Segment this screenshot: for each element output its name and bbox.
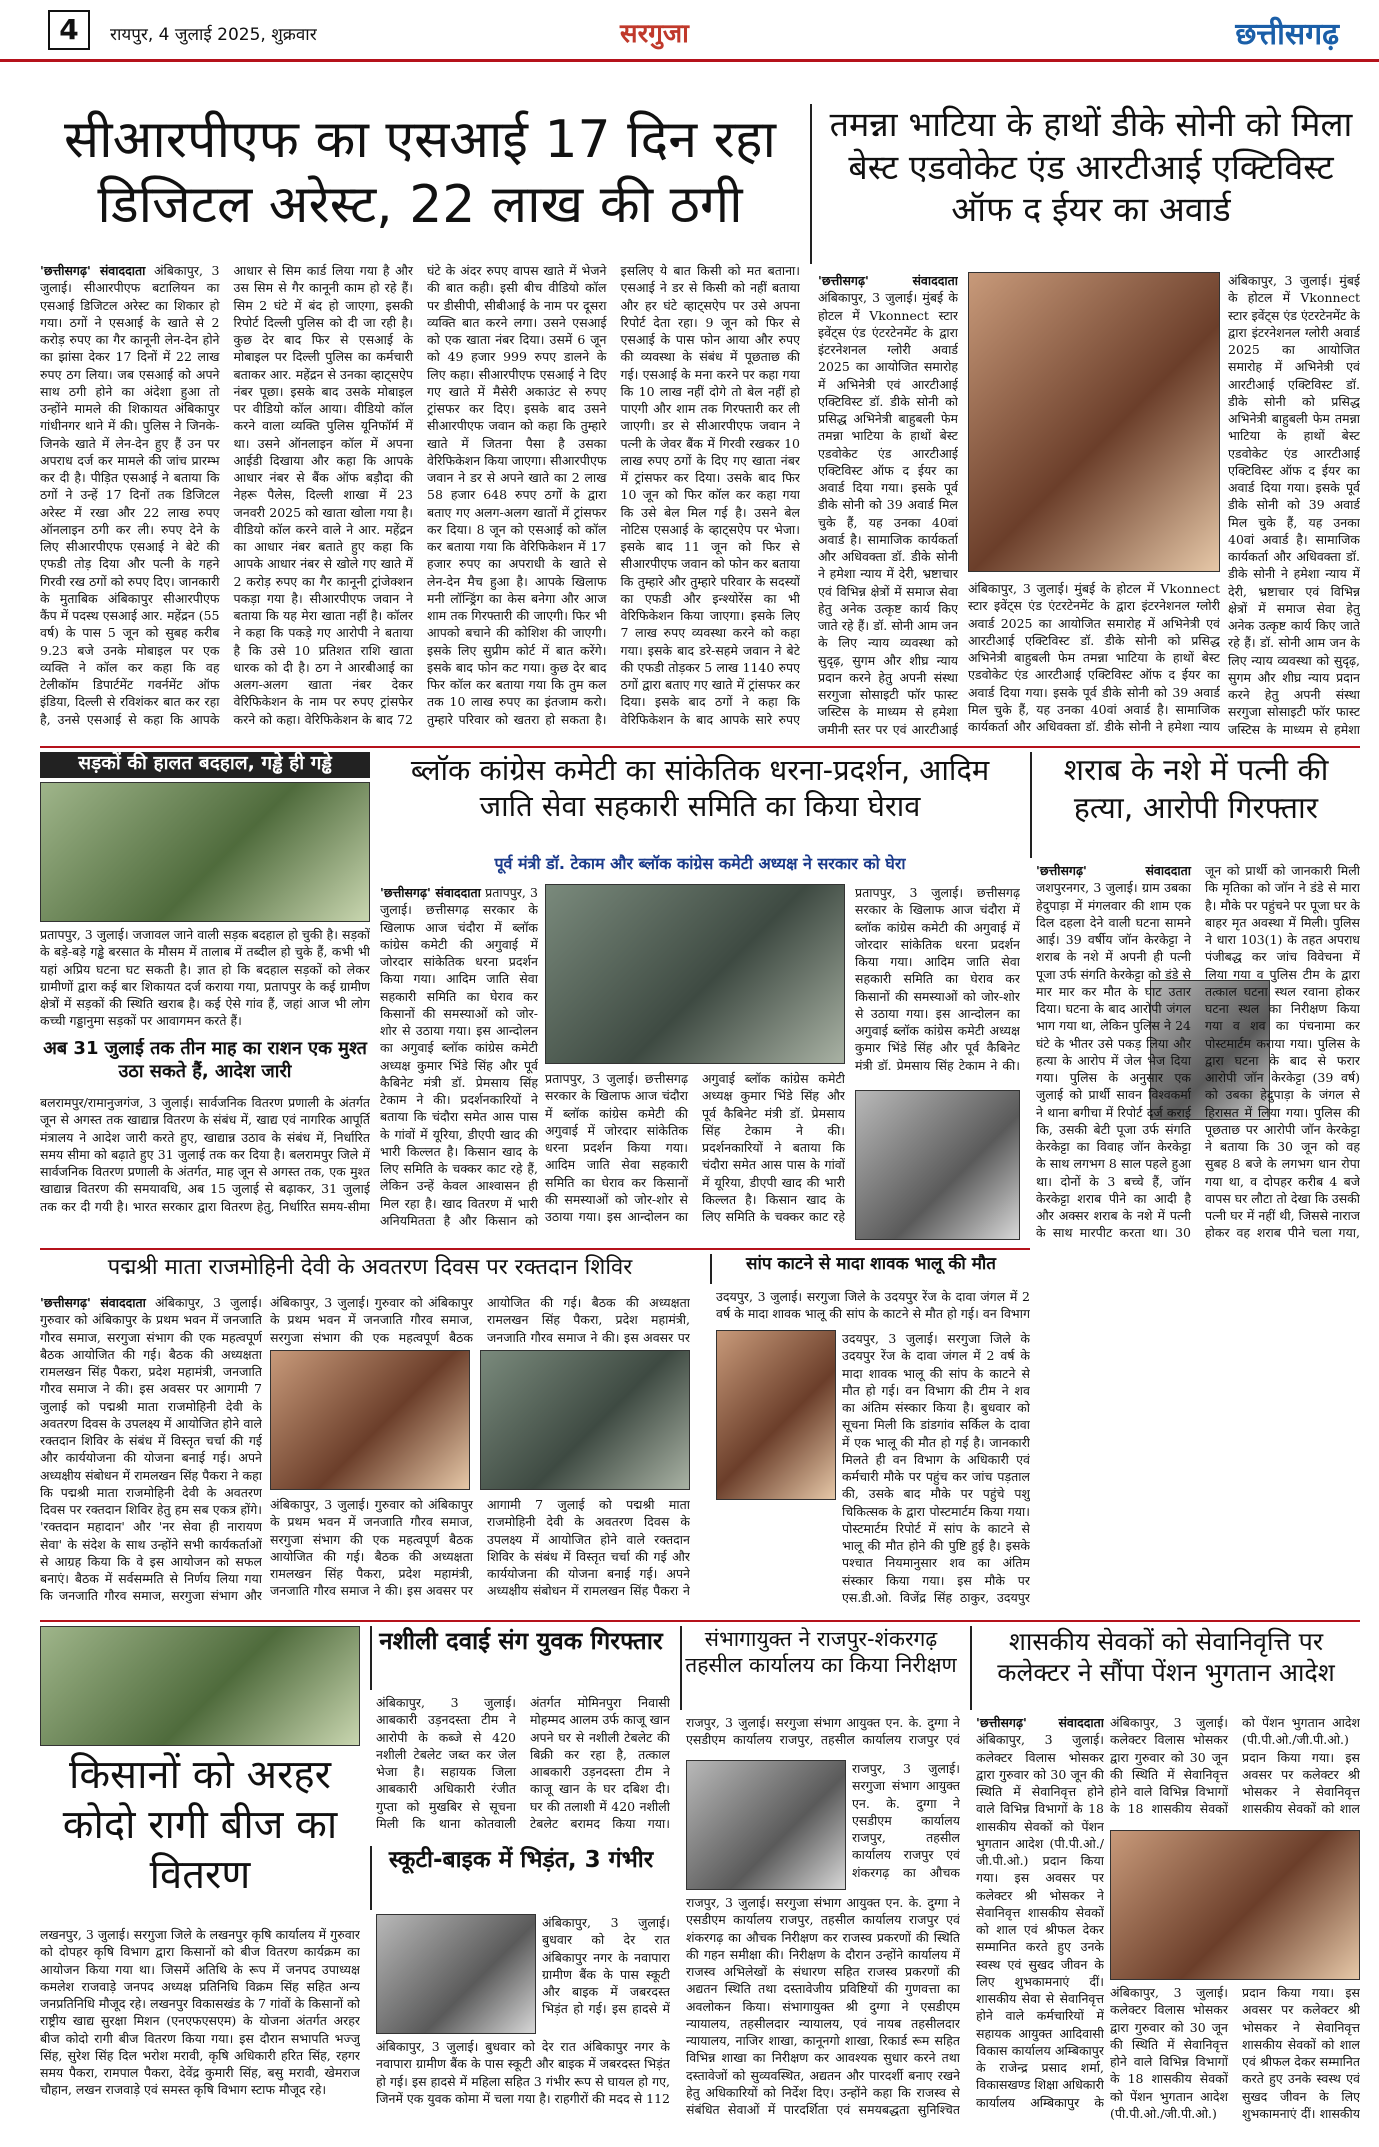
story6-text: जशपुरनगर, 3 जुलाई। ग्राम उबका हेदुपाड़ा में मंगलवार की शाम एक दिल दहला देने वाली घटना सामने आई। 39 वर्षीय जॉन केरकेट्टा ने शराब के नशे में अपनी ही पत्नी पूजा उर्फ संगति केरकेट्टा को डंडे से मार मार कर मौत के घाट उतार दिया। घटना के बाद आरोपी जंगल भाग गया था, लेकिन पुलिस ने 24 घंटे के भीतर उसे पकड़ लिया और हत्या के आरोप में जेल भेज दिया गया। पुलिस के अनुसार एक जुलाई को प्रार्थी सावन विश्वकर्मा ने थाना बगीचा में रिपोर्ट दर्ज कराई कि, उसकी बेटी पूजा उर्फ संगति केरकेट्टा का विवाह जॉन केरकेट्टा के साथ लगभग 8 साल पहले हुआ था। दोनों के 3 बच्चे हैं, जॉन केरकेट्टा शराब पीने का आदी है और अक्सर शराब के नशे में पत्नी के साथ मारपीट करता था। 30 जून को प्रार्थी को जानकारी मिली कि मृतिका को जॉन ने डंडे से मारा है। मौके पर पहुंचने पर पूजा घर के बाहर मृत अवस्था में मिली। पुलिस ने धारा 103(1) के तहत अपराध पंजीबद्ध कर जांच विवेचना में लिया गया व पुलिस टीम के द्वारा तत्काल घटना स्थल रवाना होकर घटना स्थल का निरीक्षण किया गया व शव का पंचनामा कर पोस्टमार्टम कराया गया। पुलिस के द्वारा घटना के बाद से फरार आरोपी जॉन केरकेट्टा (39 वर्ष) को उबका हेदुपाड़ा के जंगल से हिरासत में लिया गया। पुलिस की पूछताछ पर आरोपी जॉन केरकेट्टा ने बताया कि 30 जून को वह सुबह 8 बजे के लगभग धान रोपा गया था, व दोपहर करीब 4 बजे वापस घर लौटा तो देखा कि उसकी पत्नी घर में नहीं थी, जिससे नाराज होकर वह शराब पीने चला गया, (1036, 863, 1360, 1241)
story12-body-top (1110, 1714, 1360, 1826)
story13-text: लखनपुर, 3 जुलाई। सरगुजा जिले के लखनपुर कृषि कार्यालय में गुरुवार को दोपहर कृषि विभाग द्वारा किसानों को बीज वितरण कार्यक्रम का आयोजन किया गया था। जिसमें अतिथि के रूप में जनपद उपाध्यक्ष कमलेश राजवाड़े जनपद अध्यक्ष प्रतिनिधि विक्रम सिंह सहित अन्य जनप्रतिनिधि मौजूद रहे। लखनपुर विकासखंड के 7 गांवों के किसानों को राष्ट्रीय खाद्य सुरक्षा मिशन (एनएफएसएम) के योजना अंतर्गत अरहर बीज कोदो रागी बीज वितरण किया गया। इस दौरान सभापति भज्जु सिंह, सुरेश सिंह दिल भरोश मरावी, कृषि अधिकारी हरित सिंह, रहगर समय पैकरा, रामपाल पैकरा, देवेंद्र कुमारी सिंह, बसु मरावी, खेमराज चौहान, लखन राजवाड़े एवं समस्त कृषि विभाग स्टाफ मौजूद रहे। (40, 1927, 360, 2098)
story2-body-right (1228, 272, 1360, 740)
divider (40, 1620, 1360, 1622)
story1-byline: 'छत्तीसगढ़' संवाददाता (40, 263, 146, 278)
story7-body-col1 (40, 1294, 262, 1614)
story3-body (40, 926, 370, 1034)
story2-award-photo (968, 272, 1220, 572)
story5-body-col1 (380, 884, 538, 1242)
story2-body-bottom (968, 580, 1220, 740)
page-number: 4 (48, 10, 90, 50)
dateline: रायपुर, 4 जुलाई 2025, शुक्रवार (110, 25, 317, 45)
story4-body (40, 1094, 370, 1242)
story4-headline-box (40, 1038, 370, 1092)
story12-text: अंबिकापुर, 3 जुलाई। कलेक्टर विलास भोसकर द्वारा गुरुवार को 30 जून की स्थिति में सेवानिवृत्त होने वाले विभिन्न विभागों के 18 शासकीय सेवकों को पेंशन भुगतान आदेश (पी.पी.ओ./जी.पी.ओ.) प्रदान किया गया। इस अवसर पर कलेक्टर श्री भोसकर ने सेवानिवृत्त शासकीय सेवकों को शाल एवं श्रीफल देकर सम्मानित करते हुए उनके स्वस्थ एवं सुखद जीवन के लिए शुभकामनाएं दीं। शासकीय सेवा से सेवानिवृत्त होने वाले कर्मचारियों में सहायक आयुक्त आदिवासी विकास कार्यालय अम्बिकापुर के राजेन्द्र प्रसाद शर्मा, विकासखण्ड शिक्षा अधिकारी कार्यालय अम्बिकापुर के (976, 1732, 1104, 2110)
story10-headline-box (370, 1846, 670, 1910)
story3-headline: सड़कों की हालत बदहाल, गड्ढे ही गड्ढे (78, 752, 332, 774)
story12-headline: शासकीय सेवकों को सेवानिवृत्ति पर कलेक्टर ने सौंपा पेंशन भुगतान आदेश (997, 1627, 1335, 1688)
story7-meeting-photo (270, 1350, 470, 1490)
story4-headline: अब 31 जुलाई तक तीन माह का राशन एक मुश्त उठा सकते हैं, आदेश जारी (43, 1038, 367, 1082)
story7-headline-box (40, 1254, 700, 1288)
story6-body (1036, 862, 1360, 1242)
story12-headline-box (970, 1626, 1360, 1710)
story9-headline-box (370, 1626, 670, 1690)
story5-text-cont2: प्रतापपुर, 3 जुलाई। छत्तीसगढ़ सरकार के खिलाफ आज चंदौरा में ब्लॉक कांग्रेस कमेटी की अगुवाई में जोरदार सांकेतिक धरना प्रदर्शन किया गया। आदिम जाति सेवा सहकारी समिति का घेराव कर किसानों की समस्याओं को जोर-शोर से उठाया गया। इस आन्दोलन का अगुवाई ब्लॉक कांग्रेस कमेटी अध्यक्ष कुमार भिंडे सिंह और पूर्व कैबिनेट मंत्री डॉ. प्रेमसाय सिंह टेकाम ने की। (855, 885, 1020, 1073)
story1-text: अंबिकापुर, 3 जुलाई। सीआरपीएफ बटालियन का एसआई डिजिटल अरेस्ट का शिकार हो गया। ठगों ने एसआई के खाते से 2 करोड़ रुपए का गैर कानूनी लेन-देन होने का झांसा देकर 17 दिनों में 22 लाख रुपए ठग लिया। जब एसआई को अपने साथ ठगी होने का अंदेशा हुआ तो उन्होंने मामले की शिकायत अंबिकापुर गांधीनगर थाने में की। पुलिस ने जिनके-जिनके खाते में लेन-देन हुए हैं उन पर अपराध दर्ज कर मामले की जांच प्रारम्भ कर दी है। पीड़ित एसआई ने बताया कि ठगों ने उन्हें 17 दिनों तक डिजिटल अरेस्ट में रखा और 22 लाख रुपए ऑनलाइन ठगी कर ली। रुपए देने के लिए सीआरपीएफ एसआई ने बेटे की एफडी तोड़ दिया और पत्नी के गहने गिरवी रख ठगों को रुपए दिए। जानकारी के मुताबिक अंबिकापुर सीआरपीएफ कैंप में पदस्थ एसआई आर. महेंद्रन (55 वर्ष) के पास 5 जून को सुबह करीब 9.23 बजे उनके मोबाइल पर एक व्यक्ति ने कॉल कर कहा कि वह टेलीकॉम डिपार्टमेंट गवर्नमेंट ऑफ इंडिया, दिल्ली से रविशंकर बात कर रहा है, उनसे एसआई से कहा कि आपके आधार से सिम कार्ड लिया गया है और उस सिम से गैर कानूनी काम हो रहे हैं। सिम 2 घंटे में बंद हो जाएगा, इसकी रिपोर्ट दिल्ली पुलिस को दी जा रही है। कुछ देर बाद फिर से एसआई के मोबाइल पर दिल्ली पुलिस का कर्मचारी बताकर आर. महेंद्रन से उनका व्हाट्सऐप नंबर पूछा। इसके बाद उसके मोबाइल पर वीडियो कॉल आया। वीडियो कॉल करने वाला व्यक्ति पुलिस यूनिफॉर्म में था। उसने ऑनलाइन कॉल में अपना आईडी दिखाया और कहा कि आपके आधार नंबर से बैंक ऑफ बड़ौदा की नेहरू पैलेस, दिल्ली शाखा में 23 जनवरी 2025 को खाता खोला गया है। वीडियो कॉल करने वाले ने आर. महेंद्रन का आधार नंबर बताते हुए कहा कि आपके आधार नंबर से खोले गए खाते में 2 करोड़ रुपए का गैर कानूनी ट्रांजेक्शन पकड़ा गया है। सीआरपीएफ जवान ने बताया कि यह मेरा खाता नहीं है। कॉलर ने कहा कि पकड़े गए आरोपी ने बताया है कि उसे 10 प्रतिशत राशि खाता धारक को दी है। ठग ने आरबीआई का अलग-अलग खाता नंबर देकर वेरिफिकेशन के नाम पर रुपए ट्रांसफेर करने को कहा। वेरिफिकेशन के बाद 72 घंटे के अंदर रुपए वापस खाते में भेजने की बात कही। इसी बीच वीडियो कॉल पर डीसीपी, सीबीआई के नाम पर दूसरा व्यक्ति बात करने लगा। उसने एसआई को एक खाता नंबर दिया। उसमें 6 जून को 49 हजार 999 रुपए डालने के लिए कहा। सीआरपीएफ एसआई ने दिए गए खाते में मैसेरी अकाउंट से रुपए ट्रांसफर कर दिए। इसके बाद उसने सीआरपीएफ जवान को कहा कि तुम्हारे खाते में जितना पैसा है उसका वेरिफिकेशन किया जाएगा। सीआरपीएफ जवान ने डर से अपने खाते का 2 लाख 58 हजार 648 रुपए ठगों के द्वारा बताए गए अलग-अलग खातों में ट्रांसफर कर दिया। 8 जून को एसआई को कॉल कर बताया गया कि वेरिफिकेशन में 17 हजार रुपए का अपराधी के खाते से लेन-देन मैच हुआ है। आपके खिलाफ मनी लॉन्ड्रिंग का केस बनेगा और आज शाम तक गिरफ्तारी की जाएगी। फिर भी आपको बचाने की कोशिश की जाएगी। इसके लिए सुप्रीम कोर्ट में बात करेंगे। इसके बाद फोन कट गया। कुछ देर बाद फिर कॉल कर बताया गया कि तुम कल तक 10 लाख रुपए का इंतजाम करो। तुम्हारे परिवार को खतरा हो सकता है। इसलिए ये बात किसी को मत बताना। एसआई ने डर से किसी को नहीं बताया और हर घंटे व्हाट्सऐप पर उसे अपना रिपोर्ट देता रहा। 9 जून को फिर से एसआई के पास फोन आया और रुपए की व्यवस्था के संबंध में पूछताछ की गई। एसआई के मना करने पर कहा गया कि 10 लाख नहीं दोगे तो बेल नहीं हो पाएगी और शाम तक गिरफ्तारी कर ली जाएगी। डर से सीआरपीएफ जवान ने पत्नी के जेवर बैंक में गिरवी रखकर 10 लाख रुपए ठगों के दिए गए खाता नंबर में ट्रांसफर कर दिया। उसके बाद फिर 10 जून को फिर कॉल कर कहा गया कि उसे बेल मिल गई है। उसने बेल नोटिस एसआई के व्हाट्सऐप पर भेजा। इसके बाद 11 जून को फिर से सीआरपीएफ जवान को फोन कर बताया कि तुम्हारे और तुम्हारे परिवार के सदस्यों का एफडी और इन्श्योरेंस का भी वेरिफिकेशन किया जाएगा। इसके लिए 7 लाख रुपए व्यवस्था करने को कहा गया। इसके बाद डरे-सहमे जवान ने बेटे की एफडी तोड़कर 5 लाख 1140 रुपए ठगों द्वारा बताए गए खाते में ट्रांसफर कर दिया। इसके बाद ठगों ने कहा कि वेरिफिकेशन के बाद आपके सारे रुपए (40, 263, 800, 727)
story11-body-right (852, 1760, 960, 1890)
story2-text-cont: अंबिकापुर, 3 जुलाई। मुंबई के होटल में Vkonnect स्टार इवेंट्स एंड एंटरटेनमेंट के द्वारा इंटरनेशनल ग्लोरी अवार्ड 2025 का आयोजित समारोह में अभिनेत्री एवं आरटीआई एक्टिविस्ट डॉ. डीके सोनी को प्रसिद्ध अभिनेत्री बाहुबली फेम तमन्ना भाटिया के हाथों बेस्ट एडवोकेट एंड आरटीआई एक्टिविस्ट ऑफ द ईयर का अवार्ड दिया गया। इसके पूर्व डीके सोनी को 39 अवार्ड मिल चुके हैं, यह उनका 40वां अवार्ड है। सामाजिक कार्यकर्ता और अधिवक्ता डॉ. डीके सोनी ने हमेशा न्याय में देरी, भ्रष्टाचार एवं विभिन्न क्षेत्रों में समाज सेवा हेतु अनेक उत्कृष्ट कार्य किए जाते रहे हैं। डॉ. सोनी आम जन के लिए न्याय व्यवस्था को सुदृढ़, सुगम और शीघ्र न्याय प्रदान करने हेतु अपनी संस्था सरगुजा सोसाइटी फॉर फास्ट जस्टिस के माध्यम से हमेशा (1228, 273, 1360, 737)
story7-body-top (270, 1294, 690, 1346)
story11-headline: संभागायुक्त ने राजपुर-शंकरगढ़ तहसील कार्यालय का किया निरीक्षण (685, 1627, 957, 1678)
story13-headline-box (40, 1750, 360, 1922)
story8-text-cont: उदयपुर, 3 जुलाई। सरगुजा जिले के उदयपुर रेंज के दावा जंगल में 2 वर्ष के मादा शावक भालू की सांप के काटने से मौत हो गई। वन विभाग की टीम ने शव का अंतिम संस्कार किया है। बुधवार को सूचना मिली कि डांडगांव सर्किल के दावा में एक भालू की मौत हो गई है। जानकारी मिलते ही वन विभाग के अधिकारी एवं कर्मचारी मौके पर पहुंच कर जांच पड़ताल की, उसके बाद मौके पर पहुंचे पशु चिकित्सक के द्वारा पोस्टमार्टम किया गया। पोस्टमार्टम रिपोर्ट में सांप के काटने से भालू की मौत होने की पुष्टि हुई है। इसके पश्चात नियमानुसार शव का अंतिम संस्कार किया गया। इस मौके पर एस.डी.ओ. विजेंद्र सिंह ठाकुर, उदयपुर (842, 1331, 1030, 1605)
story7-body-bottom (270, 1496, 690, 1614)
story11-body-bottom (686, 1894, 960, 2126)
story1-headline: सीआरपीएफ का एसआई 17 दिन रहा डिजिटल अरेस्ट, 22 लाख की ठगी (64, 110, 776, 235)
story11-inspection-photo (686, 1760, 846, 1890)
story6-headline: शराब के नशे में पत्नी की हत्या, आरोपी गिरफ्तार (1063, 753, 1329, 826)
story11-text: राजपुर, 3 जुलाई। सरगुजा संभाग आयुक्त एन. के. दुग्गा ने एसडीएम कार्यालय राजपुर, तहसील कार्यालय राजपुर एवं (686, 1715, 960, 1748)
story8-bear-photo (716, 1330, 836, 1500)
story5-subhead: पूर्व मंत्री डॉ. टेकाम और ब्लॉक कांग्रेस कमेटी अध्यक्ष ने सरकार को घेरा (494, 854, 906, 873)
story10-body-bottom (376, 2038, 670, 2126)
story9-headline: नशीली दवाई संग युवक गिरफ्तार (379, 1627, 663, 1655)
story7-text: अंबिकापुर, 3 जुलाई। गुरुवार को अंबिकापुर के प्रथम भवन में जनजाति गौरव समाज, सरगुजा संभाग की एक महत्वपूर्ण बैठक आयोजित की गई। बैठक की अध्यक्षता रामलखन सिंह पैकरा, प्रदेश महामंत्री, जनजाति गौरव समाज ने की। इस अवसर पर आगामी 7 जुलाई को पद्मश्री माता राजमोहिनी देवी के अवतरण दिवस के उपलक्ष्य में आयोजित होने वाले रक्तदान शिविर के संबंध में विस्तृत चर्चा की गई और कार्ययोजना की योजना बनाई गई। अपने अध्यक्षीय संबोधन में रामलखन सिंह पैकरा ने कहा कि पद्मश्री माता राजमोहिनी देवी के अवतरण दिवस पर रक्तदान शिविर हेतु हम सब एकत्र होंगे। 'रक्तदान महादान' और 'नर सेवा ही नारायण सेवा' के संदेश के साथ उन्होंने सभी कार्यकर्ताओं से आग्रह किया कि वे इस आयोजन को सफल बनाएं। बैठक में सर्वसम्मति से निर्णय लिया गया कि जनजाति गौरव समाज, सरगुजा संभाग और (40, 1295, 262, 1604)
story7-headline: पद्मश्री माता राजमोहिनी देवी के अवतरण दिवस पर रक्तदान शिविर (107, 1255, 633, 1280)
divider (40, 746, 1360, 748)
story3-text: प्रतापपुर, 3 जुलाई। जजावल जाने वाली सड़क बदहाल हो चुकी है। सड़कों के बड़े-बड़े गड्ढे बरसात के मौसम में तालाब में तब्दील हो चुके हैं, कभी भी यहां अप्रिय घटना घट सकती है। ज्ञात हो कि बदहाल सड़कों को लेकर ग्रामीणों द्वारा कई बार शिकायत दर्ज कराया गया, प्रतापपुर के कई ग्रामीण क्षेत्रों में सड़कों की स्थिति खराब है। कई ऐसे गांव हैं, जहां आज भी लोग कच्ची गड्डानुमा सड़कों पर आवागमन करते हैं। (40, 927, 370, 1029)
story5-byline: 'छत्तीसगढ़' संवाददाता (380, 885, 481, 900)
story7-meeting-photo-2 (480, 1350, 690, 1490)
story7-text-cont2: अंबिकापुर, 3 जुलाई। गुरुवार को अंबिकापुर के प्रथम भवन में जनजाति गौरव समाज, सरगुजा संभाग की एक महत्वपूर्ण बैठक आयोजित की गई। बैठक की अध्यक्षता रामलखन सिंह पैकरा, प्रदेश महामंत्री, जनजाति गौरव समाज ने की। इस अवसर पर आगामी 7 जुलाई को पद्मश्री माता राजमोहिनी देवी के अवतरण दिवस के उपलक्ष्य में आयोजित होने वाले रक्तदान शिविर के संबंध में विस्तृत चर्चा की गई और कार्ययोजना की योजना बनाई गई। अपने अध्यक्षीय संबोधन में रामलखन सिंह पैकरा ने (270, 1497, 690, 1599)
story10-text: अंबिकापुर, 3 जुलाई। बुधवार को देर रात अंबिकापुर नगर के नवापारा ग्रामीण बैंक के पास स्कूटी और बाइक में जबरदस्त भिड़ंत हो गई। इस हादसे में (542, 1915, 670, 2017)
story13-headline: किसानों को अरहर कोदो रागी बीज का वितरण (62, 1752, 338, 1898)
story12-body-bottom (1110, 1984, 1360, 2126)
story5-protest-photo-2 (855, 1090, 1020, 1240)
story3-headline-box (40, 752, 370, 778)
story12-text-cont2: अंबिकापुर, 3 जुलाई। कलेक्टर विलास भोसकर द्वारा गुरुवार को 30 जून की स्थिति में सेवानिवृत्त होने वाले विभिन्न विभागों के 18 शासकीय सेवकों को पेंशन भुगतान आदेश (पी.पी.ओ./जी.पी.ओ.) प्रदान किया गया। इस अवसर पर कलेक्टर श्री भोसकर ने सेवानिवृत्त शासकीय सेवकों को शाल एवं श्रीफल देकर सम्मानित करते हुए उनके स्वस्थ एवं सुखद जीवन के लिए शुभकामनाएं दीं। शासकीय (1110, 1985, 1360, 2121)
story6-headline-box (1030, 752, 1360, 858)
story10-accident-photo (376, 1914, 536, 2034)
story5-text-cont: प्रतापपुर, 3 जुलाई। छत्तीसगढ़ सरकार के खिलाफ आज चंदौरा में ब्लॉक कांग्रेस कमेटी की अगुवाई में जोरदार सांकेतिक धरना प्रदर्शन किया गया। आदिम जाति सेवा सहकारी समिति का घेराव कर किसानों की समस्याओं को जोर-शोर से उठाया गया। इस आन्दोलन का अगुवाई ब्लॉक कांग्रेस कमेटी अध्यक्ष कुमार भिंडे सिंह और पूर्व कैबिनेट मंत्री डॉ. प्रेमसाय सिंह टेकाम ने की। प्रदर्शनकारियों ने बताया कि चंदौरा समेत आस पास के गांवों में यूरिया, डीएपी खाद की भारी किल्लत है। किसान खाद के लिए समिति के चक्कर काट रहे (545, 1071, 845, 1224)
story12-text-cont: अंबिकापुर, 3 जुलाई। कलेक्टर विलास भोसकर द्वारा गुरुवार को 30 जून की स्थिति में सेवानिवृत्त होने वाले विभिन्न विभागों के 18 शासकीय सेवकों को पेंशन भुगतान आदेश (पी.पी.ओ./जी.पी.ओ.) प्रदान किया गया। इस अवसर पर कलेक्टर श्री भोसकर ने सेवानिवृत्त शासकीय सेवकों को शाल (1110, 1715, 1360, 1817)
story11-body-top (686, 1714, 960, 1758)
section-name: सरगुजा (620, 19, 689, 49)
story13-farmers-photo (40, 1626, 360, 1746)
story11-headline-box (680, 1626, 960, 1710)
story12-body-col1 (976, 1714, 1104, 2126)
story5-text: प्रतापपुर, 3 जुलाई। छत्तीसगढ़ सरकार के खिलाफ आज चंदौरा में ब्लॉक कांग्रेस कमेटी की अगुवाई में जोरदार सांकेतिक धरना प्रदर्शन किया गया। आदिम जाति सेवा सहकारी समिति का घेराव कर किसानों की समस्याओं को जोर-शोर से उठाया गया। इस आन्दोलन का अगुवाई ब्लॉक कांग्रेस कमेटी अध्यक्ष कुमार भिंडे सिंह और पूर्व कैबिनेट मंत्री डॉ. प्रेमसाय सिंह टेकाम ने की। प्रदर्शनकारियों ने बताया कि चंदौरा समेत आस पास के गांवों में यूरिया, डीएपी खाद की भारी किल्लत है। किसान खाद के लिए समिति के चक्कर काट रहे हैं, लेकिन उन्हें केवल आश्वासन ही मिल रहा है। खाद वितरण में भारी अनियमितता है और किसान को (380, 885, 538, 1228)
story8-body-top (716, 1288, 1030, 1328)
story7-text-cont: अंबिकापुर, 3 जुलाई। गुरुवार को अंबिकापुर के प्रथम भवन में जनजाति गौरव समाज, सरगुजा संभाग की एक महत्वपूर्ण बैठक आयोजित की गई। बैठक की अध्यक्षता रामलखन सिंह पैकरा, प्रदेश महामंत्री, जनजाति गौरव समाज ने की। इस अवसर पर (270, 1295, 690, 1345)
story13-body (40, 1926, 360, 2126)
story10-headline: स्कूटी-बाइक में भिड़ंत, 3 गंभीर (388, 1847, 654, 1873)
story6-byline: 'छत्तीसगढ़' संवाददाता (1036, 863, 1191, 878)
story1-body (40, 262, 800, 740)
divider (40, 1248, 1030, 1250)
story8-text: उदयपुर, 3 जुलाई। सरगुजा जिले के उदयपुर रेंज के दावा जंगल में 2 वर्ष के मादा शावक भालू की सांप के काटने से मौत हो गई। वन विभाग (716, 1289, 1030, 1322)
story5-body-col3 (855, 884, 1020, 1084)
story10-body-right (542, 1914, 670, 2034)
story8-body-right (842, 1330, 1030, 1614)
story7-byline: 'छत्तीसगढ़' संवाददाता (40, 1295, 146, 1310)
story11-text-cont2: राजपुर, 3 जुलाई। सरगुजा संभाग आयुक्त एन. के. दुग्गा ने एसडीएम कार्यालय राजपुर, तहसील कार्यालय राजपुर एवं शंकरगढ़ का औचक निरीक्षण कर राजस्व प्रकरणों की स्थिति की गहन समीक्षा की। निरीक्षण के दौरान उन्होंने कार्यालय में राजस्व अभिलेखों के संधारण सहित राजस्व प्रकरणों की अद्यतन स्थिति तथा दस्तावेजीय प्रविष्टियों की गुणवत्ता का अवलोकन किया। संभागायुक्त श्री दुग्गा ने एसडीएम न्यायालय, तहसीलदार न्यायालय, एवं नायब तहसीलदार न्यायालय, नाजिर शाखा, कानूनगो शाखा, रिकार्ड रूम सहित विभिन्न शाखा का निरीक्षण कर आवश्यक सुधार करने तथा दस्तावेजों को सुव्यवस्थित, अद्यतन और पारदर्शी बनाए रखने हेतु अधिकारियों को निर्देश दिए। उन्होंने कहा कि राजस्व से संबंधित सेवाओं में पारदर्शिता एवं समयबद्धता सुनिश्चित (686, 1895, 960, 2117)
story3-road-photo (40, 782, 370, 922)
story5-protest-photo (545, 884, 845, 1064)
story2-byline: 'छत्तीसगढ़' संवाददाता (818, 273, 958, 288)
story9-body (376, 1694, 670, 1842)
story9-text: अंबिकापुर, 3 जुलाई। आबकारी उड़नदस्ता टीम ने आरोपी के कब्जे से 420 नशीली टेबलेट जब्त कर जेल भेजा है। सहायक जिला आबकारी अधिकारी रंजीत गुप्ता को मुखबिर से सूचना मिली कि थाना कोतवाली अंतर्गत मोमिनपुरा निवासी मोहम्मद आलम उर्फ काजू खान अपने घर से नशीली टेबलेट की बिक्री कर रहा है, तत्काल आबकारी उड़नदस्ता टीम ने काजू खान के घर दबिश दी। घर की तलाशी में 420 नशीली टेबलेट बरामद किया गया। (376, 1695, 670, 1831)
story2-text: अंबिकापुर, 3 जुलाई। मुंबई के होटल में Vkonnect स्टार इवेंट्स एंड एंटरटेनमेंट के द्वारा इंटरनेशनल ग्लोरी अवार्ड 2025 का आयोजित समारोह में अभिनेत्री एवं आरटीआई एक्टिविस्ट डॉ. डीके सोनी को प्रसिद्ध अभिनेत्री बाहुबली फेम तमन्ना भाटिया के हाथों बेस्ट एडवोकेट एंड आरटीआई एक्टिविस्ट ऑफ द ईयर का अवार्ड दिया गया। इसके पूर्व डीके सोनी को 39 अवार्ड मिल चुके हैं, यह उनका 40वां अवार्ड है। सामाजिक कार्यकर्ता और अधिवक्ता डॉ. डीके सोनी ने हमेशा न्याय में देरी, भ्रष्टाचार एवं विभिन्न क्षेत्रों में समाज सेवा हेतु अनेक उत्कृष्ट कार्य किए जाते रहे हैं। डॉ. सोनी आम जन के लिए न्याय व्यवस्था को सुदृढ़, सुगम और शीघ्र न्याय प्रदान करने हेतु अपनी संस्था सरगुजा सोसाइटी फॉर फास्ट जस्टिस के माध्यम से हमेशा जमीनी स्तर पर एवं आरटीआई (818, 290, 958, 737)
story8-headline-box (710, 1254, 1030, 1284)
story2-headline: तमन्ना भाटिया के हाथों डीके सोनी को मिला बेस्ट एडवोकेट एंड आरटीआई एक्टिविस्ट ऑफ द ईयर का अवार्ड (829, 105, 1353, 230)
story11-text-cont: राजपुर, 3 जुलाई। सरगुजा संभाग आयुक्त एन. के. दुग्गा ने एसडीएम कार्यालय राजपुर, तहसील कार्यालय राजपुर एवं शंकरगढ़ का औचक (852, 1761, 960, 1880)
story2-text-cont2: अंबिकापुर, 3 जुलाई। मुंबई के होटल में Vkonnect स्टार इवेंट्स एंड एंटरटेनमेंट के द्वारा इंटरनेशनल ग्लोरी अवार्ड 2025 का आयोजित समारोह में अभिनेत्री एवं आरटीआई एक्टिविस्ट डॉ. डीके सोनी को प्रसिद्ध अभिनेत्री बाहुबली फेम तमन्ना भाटिया के हाथों बेस्ट एडवोकेट एंड आरटीआई एक्टिविस्ट ऑफ द ईयर का अवार्ड दिया गया। इसके पूर्व डीके सोनी को 39 अवार्ड मिल चुके हैं, यह उनका 40वां अवार्ड है। सामाजिक कार्यकर्ता और अधिवक्ता डॉ. डीके सोनी ने हमेशा न्याय (968, 581, 1220, 734)
story2-headline-box (810, 104, 1360, 264)
story5-headline: ब्लॉक कांग्रेस कमेटी का सांकेतिक धरना-प्रदर्शन, आदिम जाति सेवा सहकारी समिति का किया घेराव (410, 753, 990, 824)
story10-text-cont: अंबिकापुर, 3 जुलाई। बुधवार को देर रात अंबिकापुर नगर के नवापारा ग्रामीण बैंक के पास स्कूटी और बाइक में जबरदस्त भिड़ंत हो गई। इस हादसे में महिला सहित 3 गंभीर रूप से घायल हो गए, जिनमें एक युवक कोमा में चला गया है। राहगीरों की मदद से 112 (376, 2039, 670, 2106)
story5-headline-box (380, 752, 1020, 848)
story5-body-col2 (545, 1070, 845, 1242)
newspaper-brand: छत्तीसगढ़ (1235, 17, 1339, 52)
story4-text: बलरामपुर/रामानुजगंज, 3 जुलाई। सार्वजनिक वितरण प्रणाली के अंतर्गत जून से अगस्त तक खाद्यान्न वितरण के संबंध में, खाद्य एवं नागरिक आपूर्ति मंत्रालय ने आदेश जारी करते हुए, खाद्यान्न उठाव के संबंध में, निर्धारित समय सीमा को बढ़ाते हुए 31 जुलाई तक कर दिया है। बलरामपुर जिले में सार्वजनिक वितरण प्रणाली के अंतर्गत, माह जून से अगस्त तक, एक मुश्त खाद्यान्न वितरण की समयावधि, अब 15 जुलाई से बढ़ाकर, 31 जुलाई तक कर दी गयी है। भारत सरकार द्वारा वितरण हेतु, निर्धारित समय-सीमा (40, 1095, 370, 1214)
story2-body-left (818, 272, 958, 740)
masthead (0, 0, 1379, 62)
story1-headline-box (40, 108, 800, 256)
story8-headline: सांप काटने से मादा शावक भालू की मौत (745, 1254, 996, 1274)
story12-pension-photo (1110, 1830, 1360, 1980)
story12-byline: 'छत्तीसगढ़' संवाददाता (976, 1715, 1104, 1730)
story5-subhead-box (380, 852, 1020, 878)
